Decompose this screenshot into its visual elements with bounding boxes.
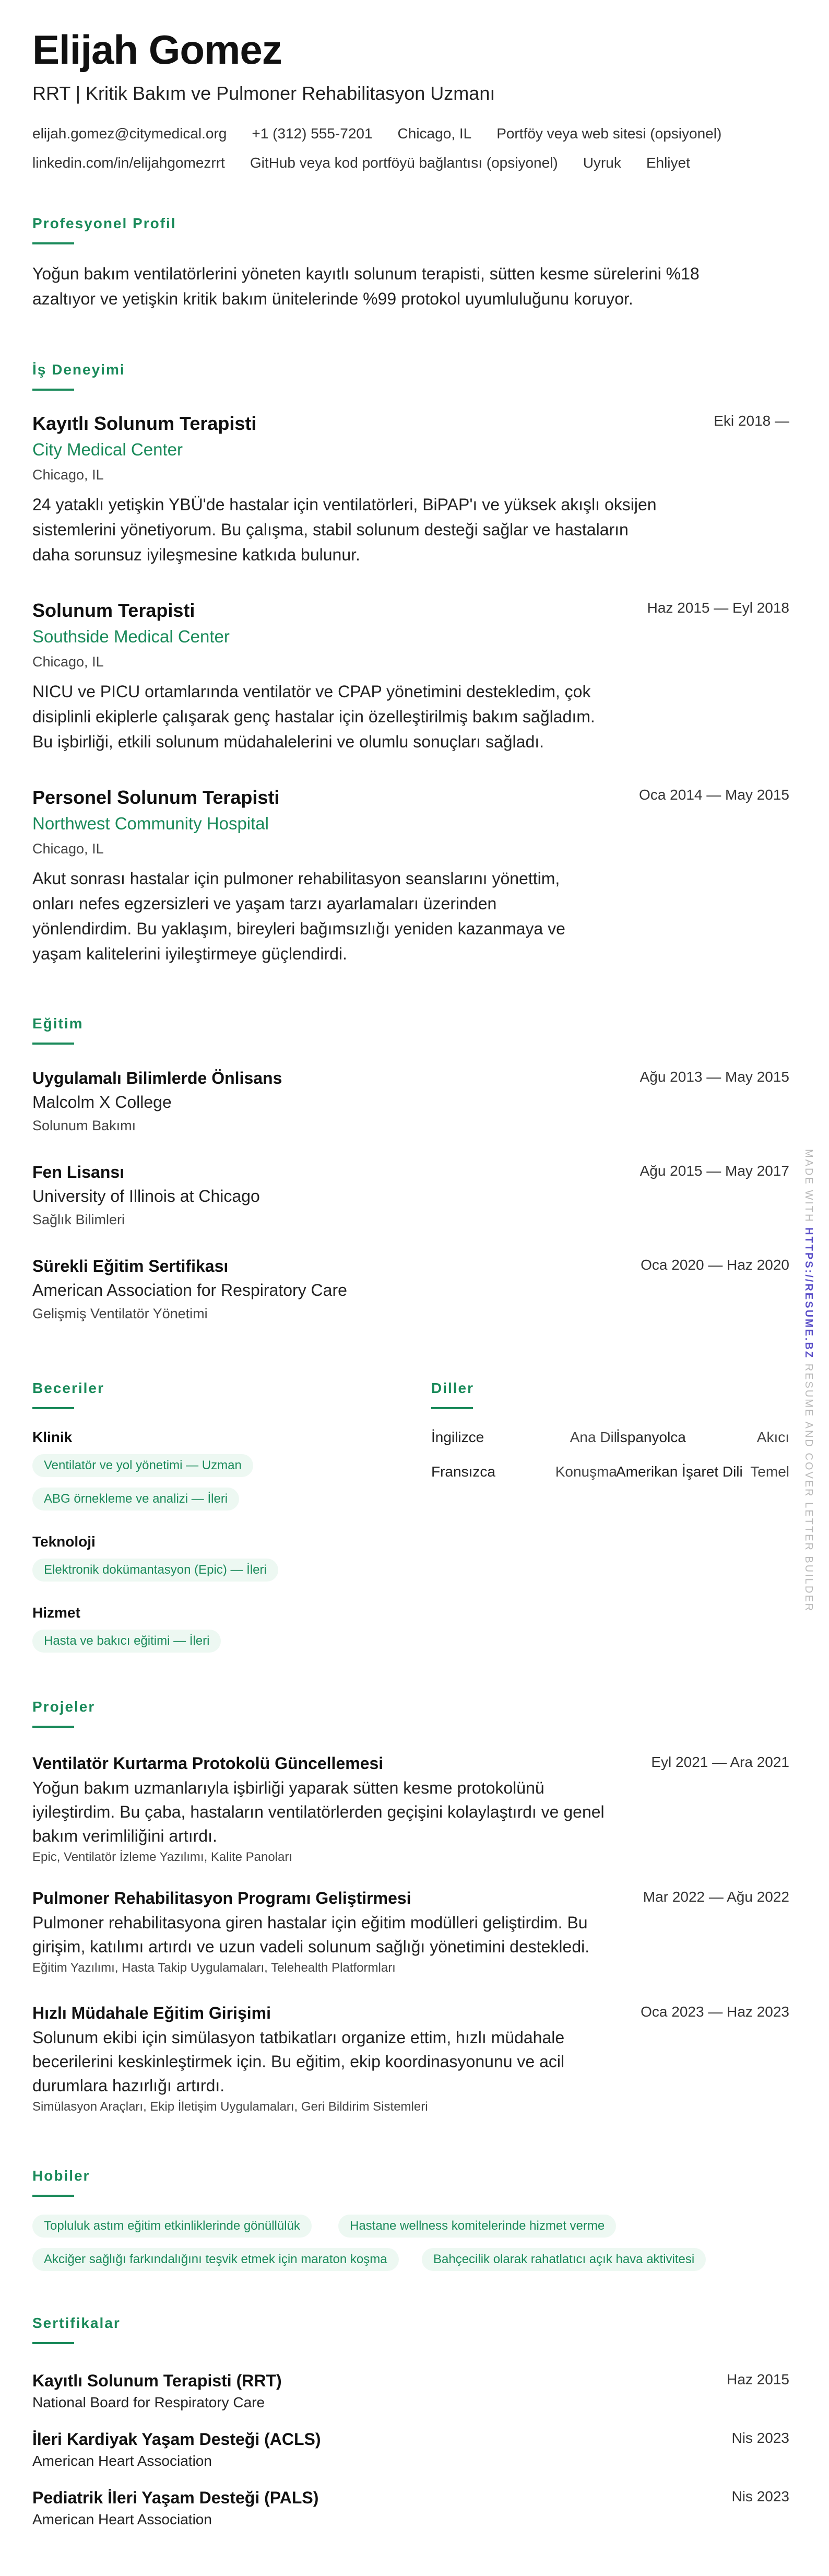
- cert-issuer: American Heart Association: [32, 2511, 212, 2527]
- job-desc-line: Bu işbirliği, etkili solunum müdahalelerini ve olumlu sonuçları sağladı.: [32, 732, 544, 751]
- section-rule: [32, 2195, 74, 2197]
- job-desc-line: daha sorunsuz iyileşmesine katkıda bulunur.: [32, 545, 360, 564]
- language-level: Temel: [750, 1463, 789, 1480]
- job-desc-line: yaşam kalitelerini iyileştirmeye güçlendirdi.: [32, 944, 347, 963]
- job-title: Personel Solunum Terapisti: [32, 787, 280, 808]
- job-desc-line: disiplinli ekiplerle çalışarak genç hastalar için özelleştirilmiş bakım sağladım.: [32, 707, 595, 726]
- contact-github[interactable]: GitHub veya kod portföyü bağlantısı (opsiyonel): [250, 155, 558, 171]
- skill-category: Klinik: [32, 1429, 73, 1445]
- section-title-certifications: Sertifikalar: [32, 2315, 121, 2331]
- project-desc-line: Pulmoner rehabilitasyona giren hastalar için eğitim modülleri geliştirdim. Bu: [32, 1913, 588, 1932]
- edu-degree: Uygulamalı Bilimlerde Önlisans: [32, 1069, 282, 1087]
- section-title-hobbies: Hobiler: [32, 2168, 90, 2184]
- section-rule: [32, 1407, 74, 1409]
- skill-pill: ABG örnekleme ve analizi — İleri: [32, 1488, 239, 1511]
- project-desc-line: durumlara hazırlığı artırdı.: [32, 2076, 225, 2095]
- skill-pill: Elektronik dokümantasyon (Epic) — İleri: [32, 1559, 278, 1582]
- candidate-name: Elijah Gomez: [32, 27, 282, 73]
- edu-date: Ağu 2013 — May 2015: [639, 1069, 789, 1085]
- hobby-pill: Topluluk astım eğitim etkinliklerinde gönüllülük: [32, 2215, 312, 2238]
- project-desc-line: girişim, katılımı artırdı ve uzun vadeli solunum sağlığı yönetimini destekledi.: [32, 1937, 590, 1956]
- job-desc-line: yönlendirdim. Bu yaklaşım, bireyleri bağımsızlığı yeniden kazanmaya ve: [32, 919, 565, 938]
- section-rule: [32, 2342, 74, 2344]
- job-description: [32, 492, 680, 567]
- skill-pill: Ventilatör ve yol yönetimi — Uzman: [32, 1454, 253, 1477]
- project-date: Oca 2023 — Haz 2023: [641, 2004, 789, 2020]
- watermark-link[interactable]: HTTPS://RESUME.BZ: [803, 1227, 814, 1360]
- edu-field: Gelişmiş Ventilatör Yönetimi: [32, 1306, 208, 1321]
- edu-degree: Fen Lisansı: [32, 1163, 125, 1181]
- job-description: [32, 866, 680, 966]
- project-tools: Eğitim Yazılımı, Hasta Takip Uygulamaları, Telehealth Platformları: [32, 1961, 396, 1975]
- cert-name: İleri Kardiyak Yaşam Desteği (ACLS): [32, 2430, 321, 2449]
- section-rule: [32, 242, 74, 244]
- project-desc-line: Yoğun bakım uzmanlarıyla işbirliği yaparak sütten kesme protokolünü: [32, 1778, 544, 1797]
- job-desc-line: sistemlerini yönetiyorum. Bu çalışma, stabil solunum desteği sağlar ve hastaların: [32, 520, 629, 539]
- cert-issuer: American Heart Association: [32, 2453, 212, 2469]
- section-rule: [32, 1043, 74, 1045]
- edu-field: Solunum Bakımı: [32, 1118, 136, 1133]
- job-desc-line: Akut sonrası hastalar için pulmoner rehabilitasyon seanslarını yönettim,: [32, 869, 560, 888]
- section-rule: [32, 1726, 74, 1728]
- watermark-suffix: RESUME AND COVER LETTER BUILDER: [803, 1363, 814, 1613]
- job-company: City Medical Center: [32, 440, 183, 459]
- section-title-skills: Beceriler: [32, 1380, 104, 1396]
- contact-nationality: Uyruk: [583, 155, 621, 171]
- job-desc-line: onları nefes egzersizleri ve yaşam tarzı ayarlamaları üzerinden: [32, 894, 497, 913]
- language-level: Akıcı: [756, 1429, 789, 1445]
- job-desc-line: 24 yataklı yetişkin YBÜ'de hastalar için ventilatörleri, BiPAP'ı ve yüksek akışlı oksijen: [32, 495, 657, 514]
- job-desc-line: NICU ve PICU ortamlarında ventilatör ve CPAP yönetimini destekledim, çok: [32, 682, 591, 701]
- contact-portfolio[interactable]: Portföy veya web sitesi (opsiyonel): [496, 125, 722, 142]
- section-rule: [32, 389, 74, 391]
- language-name: İngilizce: [431, 1429, 484, 1445]
- edu-date: Oca 2020 — Haz 2020: [641, 1257, 789, 1273]
- section-title-languages: Diller: [431, 1380, 475, 1396]
- profile-line: azaltıyor ve yetişkin kritik bakım ünitelerinde %99 protokol uyumluluğunu koruyor.: [32, 289, 633, 308]
- edu-school: American Association for Respiratory Care: [32, 1281, 347, 1299]
- candidate-subtitle: RRT | Kritik Bakım ve Pulmoner Rehabilitasyon Uzmanı: [32, 83, 495, 104]
- job-location: Chicago, IL: [32, 654, 104, 670]
- edu-school: University of Illinois at Chicago: [32, 1187, 260, 1205]
- job-title: Solunum Terapisti: [32, 600, 195, 621]
- contact-row-2: [32, 155, 690, 171]
- project-tools: Epic, Ventilatör İzleme Yazılımı, Kalite Panoları: [32, 1850, 293, 1864]
- language-name: Amerikan İşaret Dili: [616, 1463, 743, 1480]
- project-desc-line: Solunum ekibi için simülasyon tatbikatları organize ettim, hızlı müdahale: [32, 2028, 565, 2047]
- project-title: Hızlı Müdahale Eğitim Girişimi: [32, 2004, 271, 2022]
- job-location: Chicago, IL: [32, 841, 104, 857]
- section-rule: [431, 1407, 473, 1409]
- cert-issuer: National Board for Respiratory Care: [32, 2394, 265, 2410]
- job-title: Kayıtlı Solunum Terapisti: [32, 413, 257, 434]
- hobby-pill: Hastane wellness komitelerinde hizmet verme: [338, 2215, 616, 2238]
- contact-email[interactable]: elijah.gomez@citymedical.org: [32, 125, 227, 142]
- project-desc-line: becerilerini keskinleştirmek için. Bu eğitim, ekip koordinasyonunu ve acil: [32, 2052, 565, 2071]
- language-level: Ana Dil: [570, 1429, 617, 1445]
- contact-phone[interactable]: +1 (312) 555-7201: [252, 125, 373, 142]
- job-location: Chicago, IL: [32, 467, 104, 483]
- job-description: [32, 679, 680, 754]
- job-date: Oca 2014 — May 2015: [639, 787, 789, 803]
- section-title-experience: İş Deneyimi: [32, 361, 125, 378]
- contact-license: Ehliyet: [646, 155, 690, 171]
- language-name: İspanyolca: [616, 1429, 686, 1445]
- contact-location: Chicago, IL: [397, 125, 472, 142]
- skill-category: Teknoloji: [32, 1533, 96, 1550]
- project-tools: Simülasyon Araçları, Ekip İletişim Uygulamaları, Geri Bildirim Sistemleri: [32, 2100, 428, 2114]
- job-date: Eki 2018 —: [714, 413, 789, 429]
- contact-linkedin[interactable]: linkedin.com/in/elijahgomezrrt: [32, 155, 225, 171]
- section-title-profile: Profesyonel Profil: [32, 215, 176, 231]
- edu-degree: Sürekli Eğitim Sertifikası: [32, 1257, 229, 1275]
- edu-date: Ağu 2015 — May 2017: [639, 1163, 789, 1179]
- cert-name: Pediatrik İleri Yaşam Desteği (PALS): [32, 2488, 319, 2507]
- cert-date: Haz 2015: [727, 2371, 789, 2387]
- cert-date: Nis 2023: [731, 2430, 789, 2446]
- contact-row-1: [32, 125, 721, 142]
- project-description: [32, 1776, 659, 1848]
- project-desc-line: bakım verimliliğini artırdı.: [32, 1826, 217, 1845]
- builder-watermark: [802, 1149, 814, 1612]
- edu-field: Sağlık Bilimleri: [32, 1212, 125, 1227]
- hobby-pill: Akciğer sağlığı farkındalığını teşvik etmek için maraton koşma: [32, 2248, 399, 2271]
- project-date: Mar 2022 — Ağu 2022: [643, 1889, 789, 1905]
- project-title: Ventilatör Kurtarma Protokolü Güncellemesi: [32, 1754, 384, 1773]
- section-title-projects: Projeler: [32, 1699, 96, 1715]
- project-description: [32, 1911, 659, 1959]
- profile-summary: [32, 261, 700, 311]
- profile-line: Yoğun bakım ventilatörlerini yöneten kayıtlı solunum terapisti, sütten kesme sürelerini %18: [32, 264, 700, 283]
- job-company: Southside Medical Center: [32, 627, 230, 646]
- project-description: [32, 2025, 659, 2098]
- cert-date: Nis 2023: [731, 2488, 789, 2504]
- project-desc-line: iyileştirdim. Bu çaba, hastaların ventilatörlerden geçişini kolaylaştırdı ve genel: [32, 1802, 605, 1821]
- project-date: Eyl 2021 — Ara 2021: [651, 1754, 789, 1770]
- edu-school: Malcolm X College: [32, 1093, 172, 1111]
- language-name: Fransızca: [431, 1463, 495, 1480]
- skill-pill: Hasta ve bakıcı eğitimi — İleri: [32, 1630, 221, 1653]
- job-company: Northwest Community Hospital: [32, 814, 269, 833]
- section-title-education: Eğitim: [32, 1015, 84, 1032]
- skill-category: Hizmet: [32, 1605, 80, 1621]
- watermark-prefix: MADE WITH: [803, 1149, 814, 1223]
- cert-name: Kayıtlı Solunum Terapisti (RRT): [32, 2371, 282, 2390]
- language-level: Konuşma: [555, 1463, 617, 1480]
- hobby-pill: Bahçecilik olarak rahatlatıcı açık hava aktivitesi: [422, 2248, 706, 2271]
- job-date: Haz 2015 — Eyl 2018: [647, 600, 789, 616]
- project-title: Pulmoner Rehabilitasyon Programı Geliştirmesi: [32, 1889, 411, 1907]
